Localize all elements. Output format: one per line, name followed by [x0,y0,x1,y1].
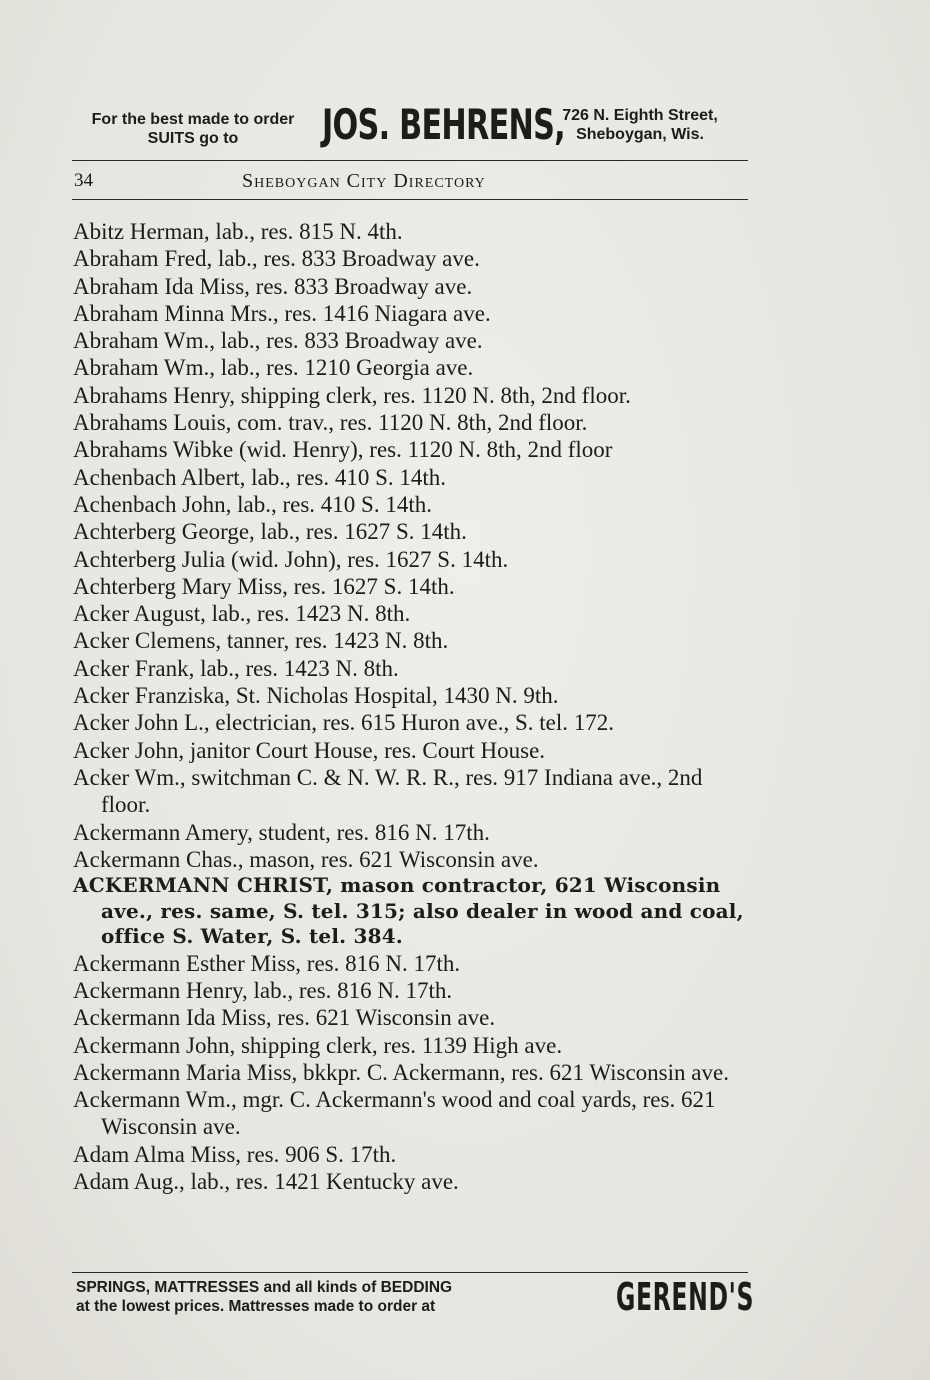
header-rule-top [72,160,748,161]
list-item: Ackermann Maria Miss, bkkpr. C. Ackermann, res. 621 Wisconsin ave. [73,1059,729,1085]
list-item: Ackermann Chas., mason, res. 621 Wisconsin ave. [73,846,539,872]
list-item: Achterberg George, lab., res. 1627 S. 14th. [73,519,467,545]
ad-top-address-line2: Sheboygan, Wis. [576,126,704,143]
bottom-advertisement [72,1272,755,1332]
list-item: Abrahams Louis, com. trav., res. 1120 N. 8th, 2nd floor. [73,410,588,436]
ad-bottom-line2: at the lowest prices. Mattresses made to order at [76,1298,436,1315]
list-item: Ackermann Henry, lab., res. 816 N. 17th. [73,977,453,1003]
list-item: Achenbach John, lab., res. 410 S. 14th. [73,491,432,517]
list-item: Acker Clemens, tanner, res. 1423 N. 8th. [73,628,449,654]
list-item: Adam Aug., lab., res. 1421 Kentucky ave. [73,1169,459,1194]
list-item: Adam Alma Miss, res. 906 S. 17th. [73,1141,397,1167]
list-item: Ackermann Esther Miss, res. 816 N. 17th. [73,950,461,976]
directory-entries [73,218,749,1195]
list-item: Acker Frank, lab., res. 1423 N. 8th. [73,655,399,681]
list-item: Achenbach Albert, lab., res. 410 S. 14th. [73,464,447,490]
list-item: Abraham Wm., lab., res. 833 Broadway ave. [73,328,483,354]
running-title: Sheboygan City Directory [242,170,486,192]
ad-bottom-brand: GEREND'S [616,1275,755,1319]
list-item: Achterberg Mary Miss, res. 1627 S. 14th. [73,573,455,599]
list-item: Ackermann Amery, student, res. 816 N. 17th. [73,819,490,845]
list-item: Abitz Herman, lab., res. 815 N. 4th. [73,219,403,244]
list-item: Abraham Wm., lab., res. 1210 Georgia ave. [73,355,474,381]
list-item: Achterberg Julia (wid. John), res. 1627 S. 14th. [73,546,509,572]
ad-top-left-text: For the best made to order SUITS go to [91,111,295,147]
list-item: Acker John L., electrician, res. 615 Huron ave., S. tel. 172. [73,710,614,736]
list-item: Ackermann Wm., mgr. C. Ackermann's wood and coal yards, res. 621 Wisconsin ave. [73,1087,716,1140]
list-item: Ackermann John, shipping clerk, res. 1139 High ave. [73,1032,563,1058]
running-head [72,168,748,196]
ad-top-address [530,106,750,144]
ad-bottom-line1: SPRINGS, MATTRESSES and all kinds of BEDDING [76,1279,453,1296]
list-item: Acker Franziska, St. Nicholas Hospital, 1430 N. 9th. [73,683,559,709]
page-number: 34 [74,170,93,191]
list-item: Ackermann Ida Miss, res. 621 Wisconsin ave. [73,1005,496,1031]
list-item-bold: ACKERMANN CHRIST, mason contractor, 621 Wisconsin ave., res. same, S. tel. 315; also dealer in wood and coal, office S. Water, S. tel. 384. [73,873,744,949]
ad-top-address-line1: 726 N. Eighth Street, [562,107,718,124]
list-item: Acker August, lab., res. 1423 N. 8th. [73,601,411,627]
header-rule-bottom [72,199,748,200]
list-item: Abrahams Henry, shipping clerk, res. 1120 N. 8th, 2nd floor. [73,382,631,408]
ad-top-brand: JOS. BEHRENS, [322,100,565,149]
list-item: Abraham Fred, lab., res. 833 Broadway ave. [73,246,480,272]
list-item: Abrahams Wibke (wid. Henry), res. 1120 N. 8th, 2nd floor [73,437,613,463]
ad-bottom-text [76,1278,616,1316]
list-item: Abraham Minna Mrs., res. 1416 Niagara ave. [73,300,491,326]
list-item: Acker Wm., switchman C. & N. W. R. R., res. 917 Indiana ave., 2nd floor. [73,764,703,818]
top-advertisement [72,100,748,158]
list-item: Acker John, janitor Court House, res. Court House. [73,737,546,763]
list-item: Abraham Ida Miss, res. 833 Broadway ave. [73,273,473,299]
